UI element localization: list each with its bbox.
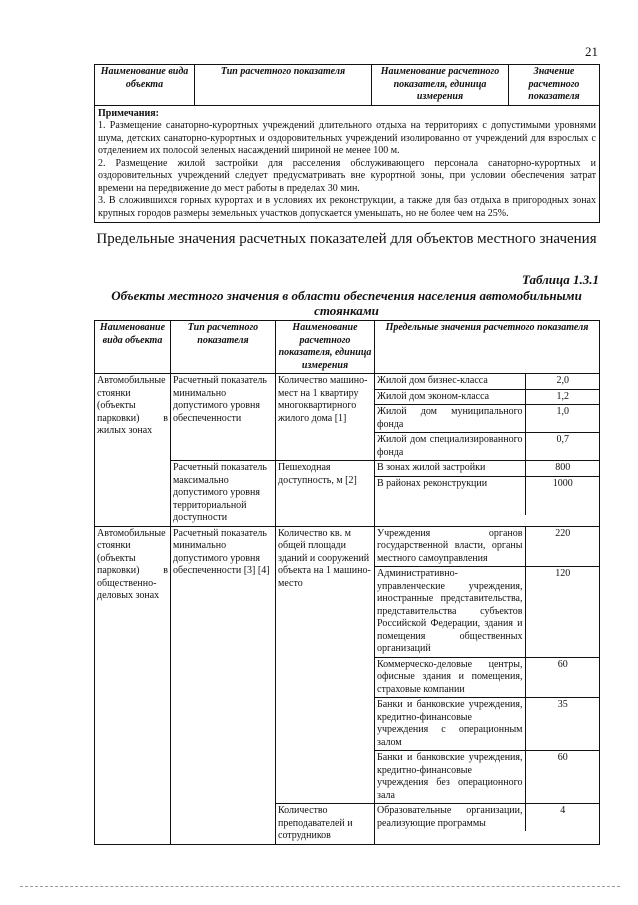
list-item: В зонах жилой застройки 800 (375, 461, 600, 476)
list-item: Банки и банковские учреждения, кредитно-финансовые учреждения без операционного зала 60 (375, 751, 600, 804)
table-row (95, 526, 600, 804)
page-number: 21 (585, 44, 598, 59)
table-row (95, 461, 600, 527)
business-values-list (375, 527, 600, 804)
header-indicator-name: Наименование расчетного показателя, единица измерения (372, 65, 509, 106)
list-item: Коммерческо-деловые центры, офисные здания и помещения, страховые компании 60 (375, 657, 600, 698)
indicator-name-walking-distance: Пешеходная доступность, м [2] (276, 461, 375, 527)
main-table-header (95, 321, 600, 374)
list-item: Жилой дом муниципального фонда 1,0 (375, 405, 600, 433)
note-3: 3. В сложившихся горных курортах и в условиях их реконструкции, а также для баз отдыха в пригородных зонах крупных городов размеры земельных участков допускается уменьшать, но не более чем на 25%. (98, 195, 596, 219)
header-indicator-type: Тип расчетного показателя (171, 321, 276, 374)
table-row (95, 374, 600, 461)
indicator-name-spaces-per-flat: Количество машино-мест на 1 квартиру многоквартирного жилого дома [1] (276, 374, 375, 461)
header-indicator-value: Значение расчетного показателя (509, 65, 600, 106)
indicator-type-accessibility: Расчетный показатель максимально допустимого уровня территориальной доступности (171, 461, 276, 527)
list-item: Банки и банковские учреждения, кредитно-финансовые учреждения с операционным залом 35 (375, 698, 600, 751)
list-item: Административно-управленческие учреждения, иностранные представительства, представительства субъектов Российской Федерации, здания и помещения общественных организаций 120 (375, 567, 600, 658)
object-business-parking: Автомобильные стоянки (объекты парковки) в общественно-деловых зонах (95, 526, 171, 844)
list-item: Жилой дом специализированного фонда 0,7 (375, 433, 600, 461)
notes-title: Примечания: (98, 107, 160, 119)
note-1: 1. Размещение санаторно-курортных учреждений длительного отдыха на территориях с допустимыми уровнями шума, детских санаторно-курортных и оздоровительных учреждений изолированно от учреждений для взрослых с отделением их полосой зеленых насаждений шириной не менее 100 м. (98, 120, 596, 156)
indicator-name-staff-count: Количество преподавателей и сотрудников (276, 804, 375, 845)
indicator-type-provision: Расчетный показатель минимально допустимого уровня обеспеченности (171, 374, 276, 461)
header-indicator-name: Наименование расчетного показателя, единица измерения (276, 321, 375, 374)
note-2: 2. Размещение жилой застройки для расселения обслуживающего персонала санаторно-курортных и оздоровительных учреждений следует предусматривать вне курортной зоны, при условии обеспечения затрат времени на передвижение до мест работы в пределах 30 мин. (98, 157, 596, 194)
indicator-name-area-per-space: Количество кв. м общей площади зданий и сооружений объекта на 1 машино-место (276, 526, 375, 804)
header-limit-values: Предельные значения расчетного показателя (375, 321, 600, 374)
table-number: Таблица 1.3.1 (521, 272, 599, 287)
header-object-type: Наименование вида объекта (95, 321, 171, 374)
header-object-type: Наименование вида объекта (95, 65, 195, 106)
indicator-type-provision: Расчетный показатель минимально допустимого уровня обеспеченности [3] [4] (171, 526, 276, 844)
accessibility-values-list (375, 461, 600, 515)
list-item: Образовательные организации, реализующие программы 4 (375, 804, 600, 831)
list-item: Учреждения органов государственной власти, органы местного самоуправления 220 (375, 527, 600, 567)
housing-values-list (375, 374, 600, 460)
list-item: В районах реконструкции 1000 (375, 476, 600, 515)
notes-table (94, 64, 600, 223)
section-heading: Предельные значения расчетных показателей для объектов местного значения (96, 231, 597, 247)
list-item: Жилой дом бизнес-класса 2,0 (375, 374, 600, 389)
page-bottom-rule (20, 886, 620, 887)
list-item: Жилой дом эконом-класса 1,2 (375, 389, 600, 405)
header-indicator-type: Тип расчетного показателя (195, 65, 372, 106)
parking-standards-table (94, 320, 600, 845)
education-values-list (375, 804, 600, 831)
object-residential-parking: Автомобильные стоянки (объекты парковки) в жилых зонах (95, 374, 171, 527)
notes-cell (95, 105, 600, 223)
table-caption: Объекты местного значения в области обеспечения населения автомобильными стоянками (111, 288, 582, 318)
notes-table-header (95, 65, 600, 106)
